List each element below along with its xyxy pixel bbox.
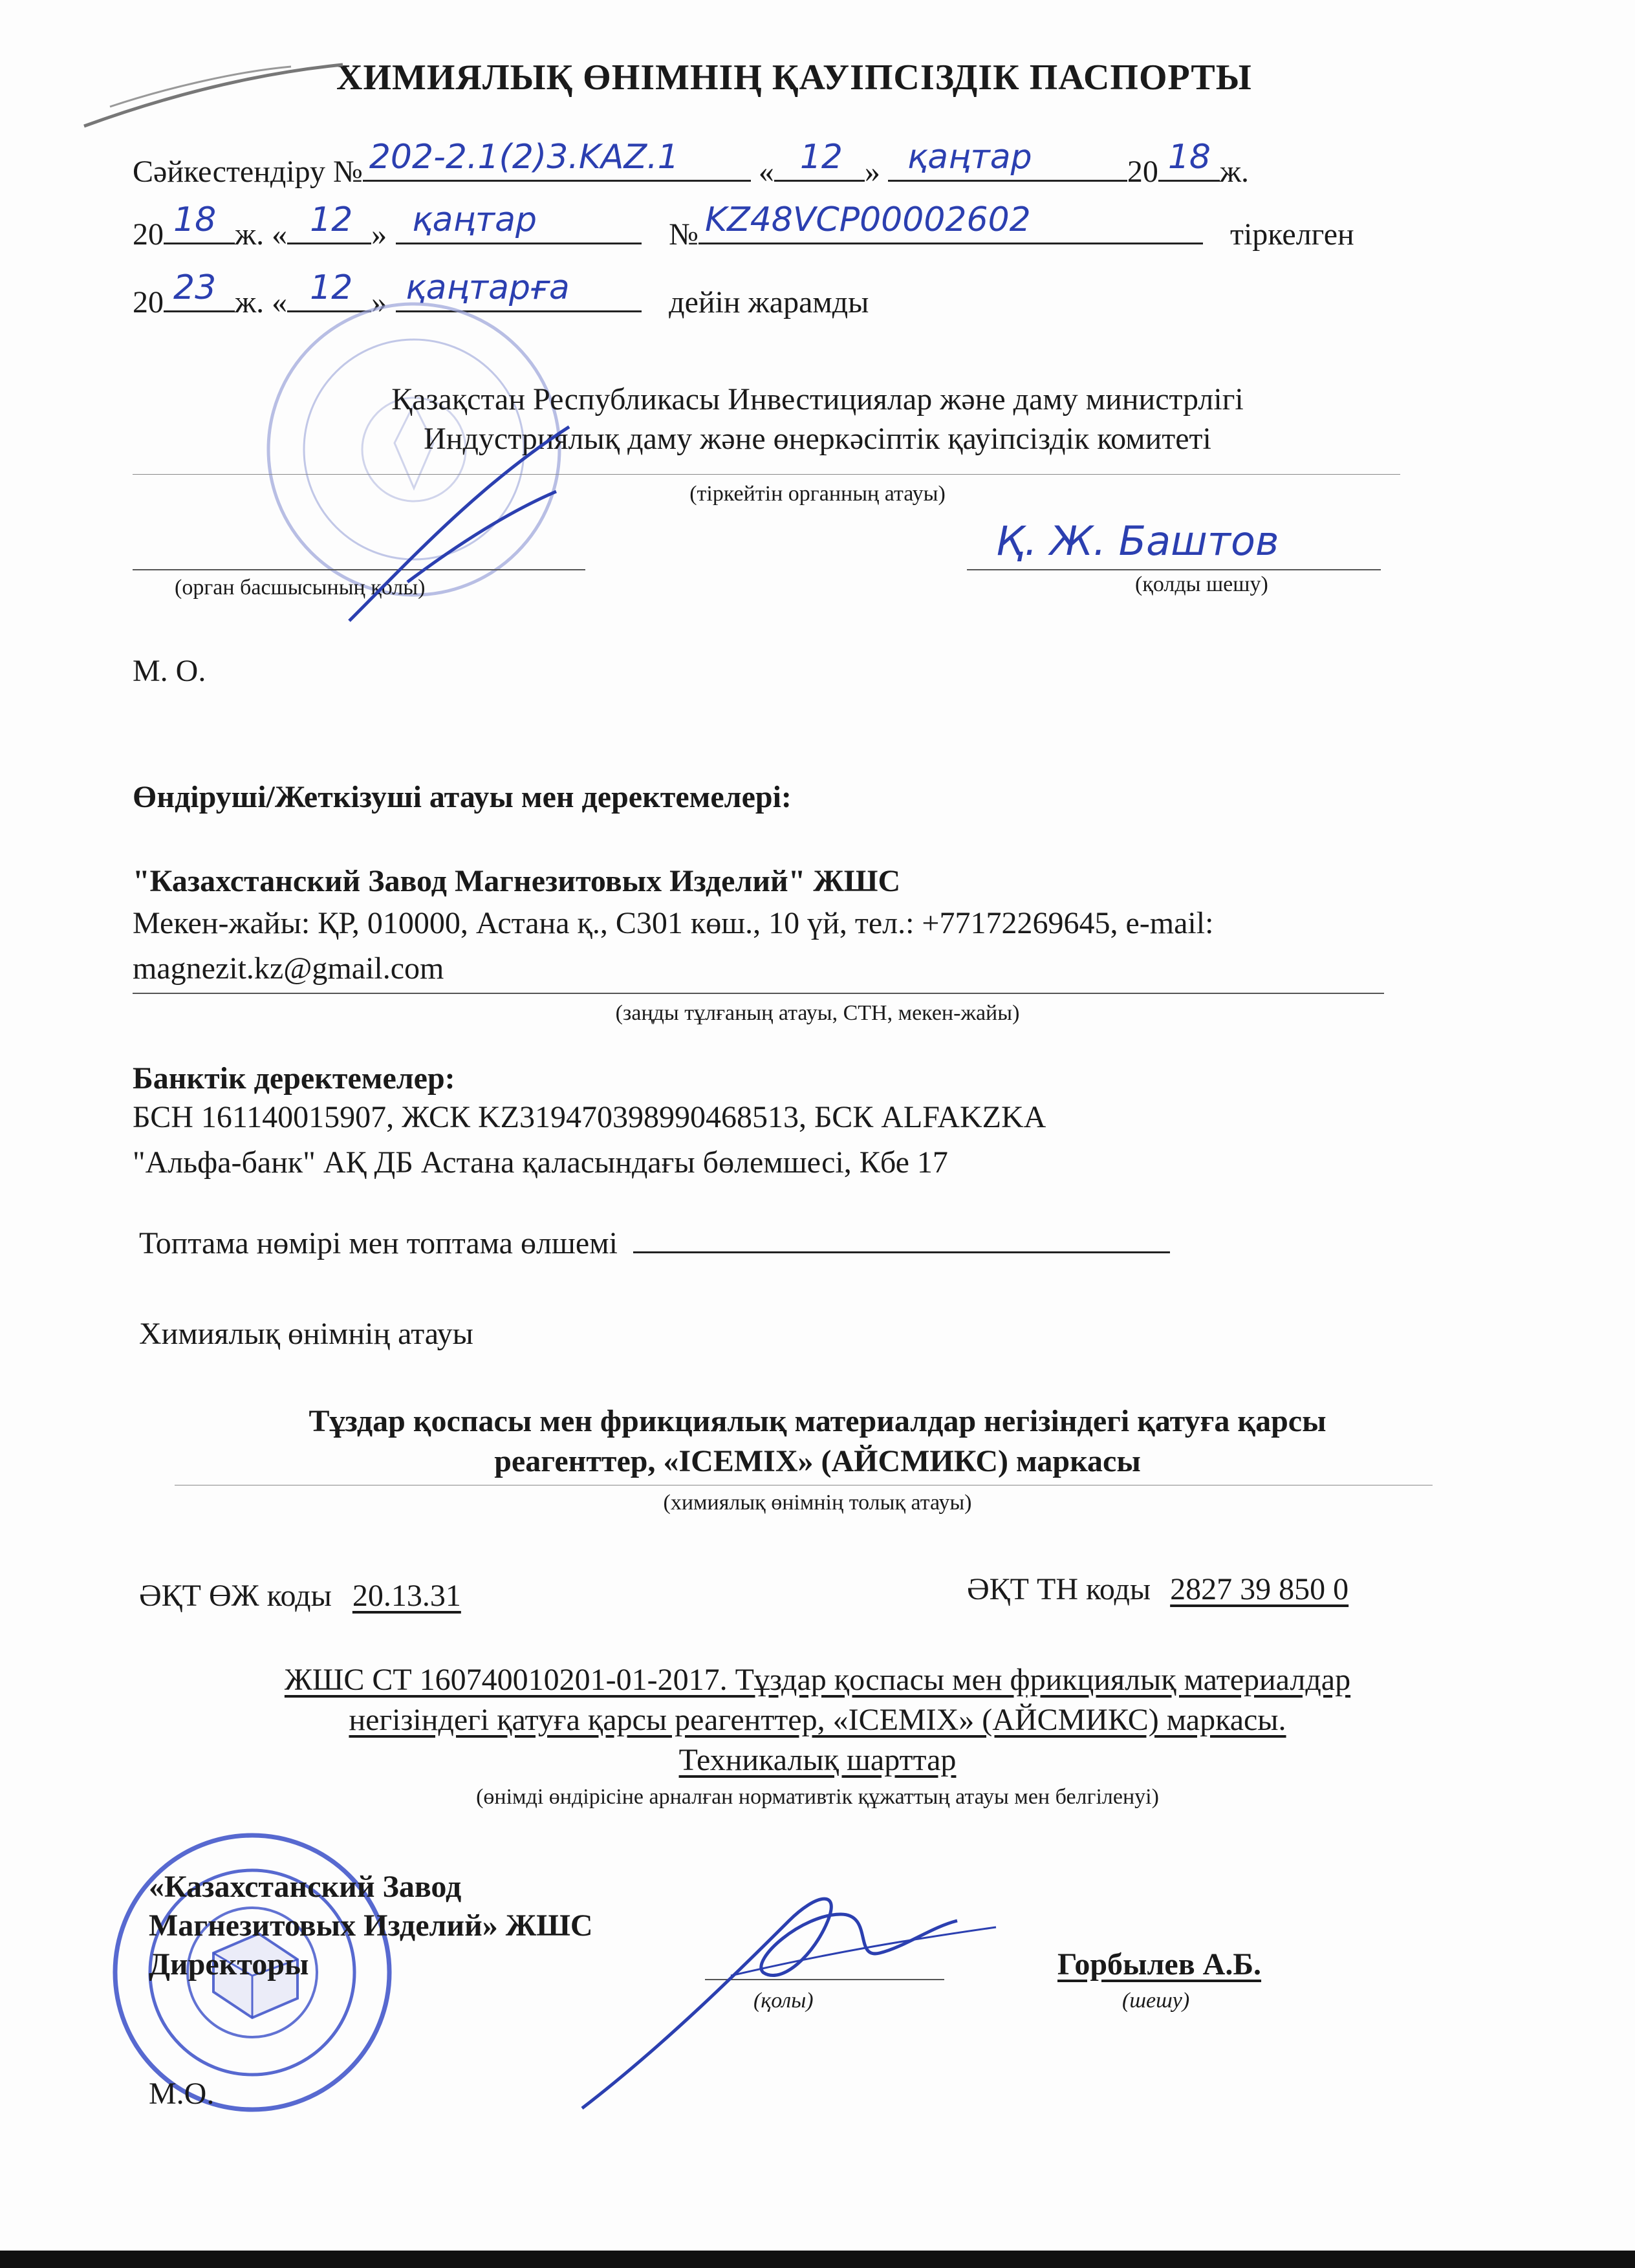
quote-close: » bbox=[864, 155, 880, 189]
identification-day-field bbox=[774, 138, 865, 182]
pen-stroke-mark bbox=[78, 61, 349, 139]
year-suffix: ж. bbox=[1219, 155, 1249, 189]
product-caption: (химиялық өнімнің толық атауы) bbox=[663, 1491, 972, 1515]
okved-code bbox=[139, 1578, 461, 1614]
quote-open: « bbox=[758, 155, 774, 189]
identification-row bbox=[133, 138, 1249, 189]
authority-seal-place: М. О. bbox=[133, 654, 206, 688]
manufacturer-caption: (заңды тұлғаның атауы, СТН, мекен-жайы) bbox=[615, 1001, 1020, 1025]
manufacturer-heading: Өндіруші/Жеткізуші атауы мен деректемелері: bbox=[133, 780, 792, 814]
registration-number-hw: KZ48VCP00002602 bbox=[704, 200, 1031, 240]
bank-heading: Банктік деректемелер: bbox=[133, 1061, 455, 1096]
head-signature-stroke bbox=[310, 414, 582, 634]
registration-year-hw: 18 bbox=[173, 200, 217, 240]
director-company-line1: «Казахстанский Завод bbox=[149, 1870, 462, 1904]
standard-caption: (өнімді өндірісіне арналған нормативтік құжаттың атауы мен белгіленуі) bbox=[476, 1785, 1159, 1809]
decipher-signature-hw: Қ. Ж. Баштов bbox=[996, 517, 1279, 565]
director-company-line2: Магнезитовых Изделий» ЖШС bbox=[149, 1908, 593, 1943]
document-title: ХИМИЯЛЫҚ ӨНІМНІҢ ҚАУІПСІЗДІК ПАСПОРТЫ bbox=[336, 58, 1252, 98]
head-signature-caption: (орган басшысының қолы) bbox=[175, 576, 426, 599]
year-prefix: 20 bbox=[1127, 155, 1158, 189]
validity-day-hw: 12 bbox=[310, 268, 353, 308]
bank-line1: БСН 161140015907, ЖСК KZ319470398990468513, БСК ALFAKZKA bbox=[133, 1100, 1046, 1134]
director-signature-caption: (қолы) bbox=[753, 1989, 814, 2013]
batch-label: Топтама нөмірі мен топтама өлшемі bbox=[139, 1226, 618, 1260]
director-position: Директоры bbox=[149, 1947, 309, 1982]
standard-line1: ЖШС СТ 160740010201-01-2017. Тұздар қоспасы мен фрикциялық материалдар bbox=[284, 1663, 1351, 1697]
tnved-value: 2827 39 850 0 bbox=[1170, 1572, 1349, 1606]
identification-day-hw: 12 bbox=[799, 138, 843, 177]
manufacturer-address-line1: Мекен-жайы: ҚР, 010000, Астана қ., С301 көш., 10 үй, тел.: +77172269645, e-mail: bbox=[133, 906, 1214, 940]
identification-year-hw: 18 bbox=[1167, 138, 1211, 177]
director-name: Горбылев А.Б. bbox=[1057, 1947, 1262, 1982]
validity-year-field bbox=[164, 268, 235, 312]
year-prefix: 20 bbox=[133, 217, 164, 252]
identification-number-hw: 202-2.1(2)3.KAZ.1 bbox=[369, 138, 679, 177]
manufacturer-address-line2: magnezit.kz@gmail.com bbox=[133, 951, 444, 986]
product-label: Химиялық өнімнің атауы bbox=[139, 1317, 473, 1351]
validity-month-hw: қаңтарға bbox=[406, 268, 570, 308]
year-suffix: ж. « bbox=[235, 217, 288, 252]
authority-caption: (тіркейтін органның атауы) bbox=[689, 482, 946, 506]
standard-line2: негізіндегі қатуға қарсы реагенттер, «ICEMIX» (АЙСМИКС) маркасы. bbox=[349, 1703, 1286, 1737]
batch-field[interactable] bbox=[633, 1226, 1170, 1253]
bank-line2: "Альфа-банк" АҚ ДБ Астана қаласындағы бөлемшесі, Кбе 17 bbox=[133, 1145, 948, 1180]
identification-label: Сәйкестендіру № bbox=[133, 155, 363, 189]
registered-label: тіркелген bbox=[1229, 217, 1354, 252]
identification-number-field bbox=[363, 138, 751, 182]
okved-value: 20.13.31 bbox=[352, 1579, 461, 1613]
registration-day-field bbox=[287, 200, 371, 244]
registration-month-hw: қаңтар bbox=[412, 200, 537, 240]
year-suffix: ж. « bbox=[235, 285, 288, 319]
standard-line3: Техникалық шарттар bbox=[678, 1743, 957, 1777]
batch-row bbox=[139, 1226, 1170, 1261]
valid-until-label: дейін жарамды bbox=[669, 285, 869, 319]
identification-month-field bbox=[888, 138, 1127, 182]
product-name-line1: Тұздар қоспасы мен фрикциялық материалдар негізіндегі қатуға қарсы bbox=[309, 1404, 1326, 1438]
director-name-caption: (шешу) bbox=[1122, 1989, 1190, 2013]
director-seal-place: М.О. bbox=[149, 2077, 215, 2111]
registration-year-field bbox=[164, 200, 235, 244]
scan-edge bbox=[0, 2251, 1635, 2268]
manufacturer-rule bbox=[133, 993, 1384, 994]
quote-close: » bbox=[371, 217, 387, 252]
tnved-code bbox=[967, 1571, 1348, 1607]
authority-line1: Қазақстан Республикасы Инвестициялар және даму министрлігі bbox=[391, 382, 1244, 416]
registration-number-field bbox=[698, 200, 1203, 244]
identification-month-hw: қаңтар bbox=[907, 138, 1032, 177]
registration-month-field bbox=[396, 200, 642, 244]
authority-line2: Индустриялық даму және өнеркәсіптік қауіпсіздік комитеті bbox=[424, 422, 1211, 456]
decipher-signature-caption: (қолды шешу) bbox=[1135, 572, 1268, 596]
identification-year-field bbox=[1158, 138, 1220, 182]
tnved-label: ӘҚТ ТН коды bbox=[967, 1572, 1151, 1606]
number-label: № bbox=[669, 217, 698, 252]
quote-close: » bbox=[371, 285, 387, 319]
manufacturer-name: "Казахстанский Завод Магнезитовых Изделий" ЖШС bbox=[133, 864, 901, 898]
product-name-line2: реагенттер, «ICEMIX» (АЙСМИКС) маркасы bbox=[494, 1444, 1141, 1478]
decipher-signature-line bbox=[967, 569, 1381, 570]
okved-label: ӘҚТ ӨЖ коды bbox=[139, 1579, 332, 1613]
year-prefix: 20 bbox=[133, 285, 164, 319]
registration-row bbox=[133, 200, 1354, 252]
registration-day-hw: 12 bbox=[310, 200, 353, 240]
validity-year-hw: 23 bbox=[173, 268, 217, 308]
